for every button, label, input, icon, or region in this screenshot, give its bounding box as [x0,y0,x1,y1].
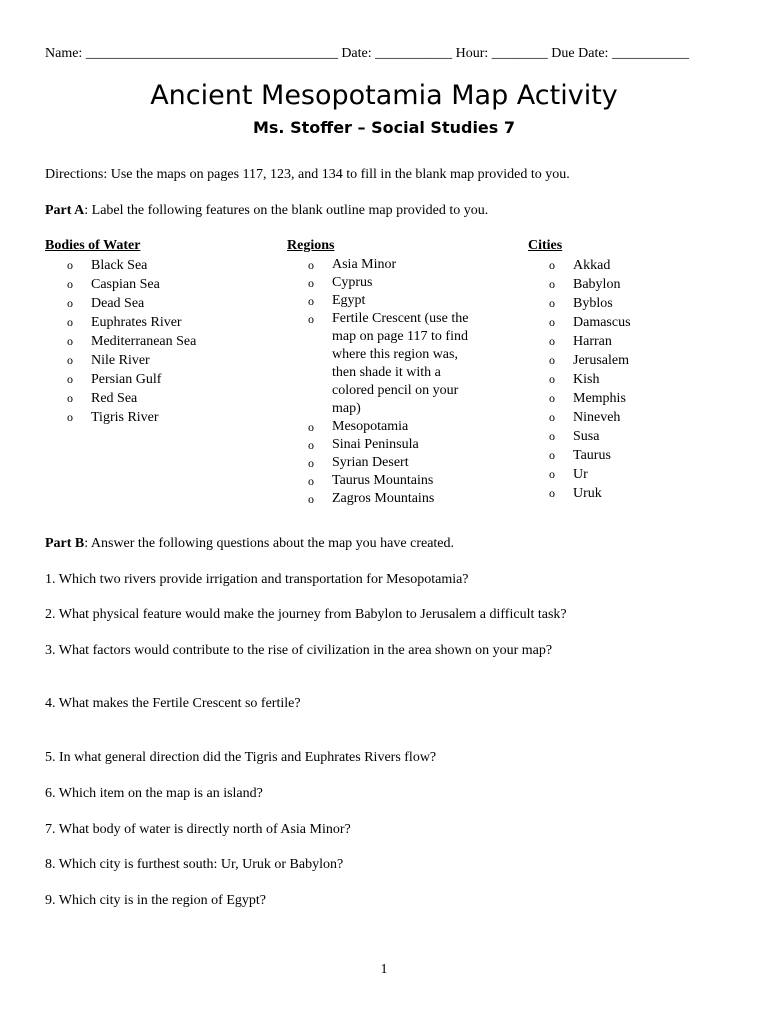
question-4: 4. What makes the Fertile Crescent so fertile? [45,696,301,711]
list-item: o Susa [549,429,600,444]
list-item: o Euphrates River [67,315,182,330]
list-item: o Byblos [549,296,613,311]
list-item: o Taurus Mountains [308,473,434,488]
cities-heading: Cities [528,238,563,253]
list-item: o Persian Gulf [67,372,162,387]
question-6: 6. Which item on the map is an island? [45,786,263,801]
question-7: 7. What body of water is directly north of Asia Minor? [45,822,351,837]
list-item: o Zagros Mountains [308,491,435,506]
list-item: o Harran [549,334,612,349]
list-item: o Nile River [67,353,150,368]
list-item: o Memphis [549,391,626,406]
regions-list [308,256,484,508]
question-9: 9. Which city is in the region of Egypt? [45,893,266,908]
cities-list [549,256,723,503]
list-item: o Fertile Crescent (use the map on page 117 to find where this region was, then shade it with a colored pencil on your map) [308,311,469,416]
list-item: o Asia Minor [308,257,397,272]
list-item: o Cyprus [308,275,373,290]
list-item: o Mesopotamia [308,419,409,434]
page-title: Ancient Mesopotamia Map Activity [150,80,618,111]
regions-heading: Regions [287,238,335,253]
list-item: o Taurus [549,448,611,463]
bodies-of-water-list [67,256,271,427]
question-2: 2. What physical feature would make the journey from Babylon to Jerusalem a difficult task? [45,607,567,622]
page-number: 1 [380,962,388,977]
part-b-instructions [45,536,454,552]
question-8: 8. Which city is furthest south: Ur, Uruk or Babylon? [45,857,344,872]
question-1: 1. Which two rivers provide irrigation and transportation for Mesopotamia? [45,572,469,587]
list-item: o Kish [549,372,600,387]
list-item: o Egypt [308,293,366,308]
page-subtitle: Ms. Stoffer – Social Studies 7 [252,118,515,137]
part-a-instructions [45,203,488,219]
part-b-text: : Answer the following questions about the map you have created. [84,536,455,551]
question-3: 3. What factors would contribute to the rise of civilization in the area shown on your map? [45,643,553,658]
list-item: o Mediterranean Sea [67,334,197,349]
part-a-text: : Label the following features on the blank outline map provided to you. [84,203,489,218]
list-item: o Damascus [549,315,631,330]
part-b-label: Part B [45,536,85,551]
list-item: o Nineveh [549,410,621,425]
list-item: o Dead Sea [67,296,145,311]
list-item: o Babylon [549,277,621,292]
list-item: o Syrian Desert [308,455,409,470]
question-5: 5. In what general direction did the Tigris and Euphrates Rivers flow? [45,750,437,765]
student-info-line: Name: ____________________________________ Date: ___________ Hour: ________ Due Date: ___________ [45,46,689,61]
list-item: o Caspian Sea [67,277,160,292]
list-item: o Akkad [549,258,611,273]
list-item: o Tigris River [67,410,159,425]
list-item: o Red Sea [67,391,138,406]
list-item: o Ur [549,467,588,482]
directions-text: Directions: Use the maps on pages 117, 123, and 134 to fill in the blank map provided to you. [45,167,570,182]
bodies-of-water-heading: Bodies of Water [45,238,141,253]
list-item: o Black Sea [67,258,148,273]
list-item: o Sinai Peninsula [308,437,419,452]
list-item: o Jerusalem [549,353,629,368]
part-a-label: Part A [45,203,85,218]
list-item: o Uruk [549,486,602,501]
